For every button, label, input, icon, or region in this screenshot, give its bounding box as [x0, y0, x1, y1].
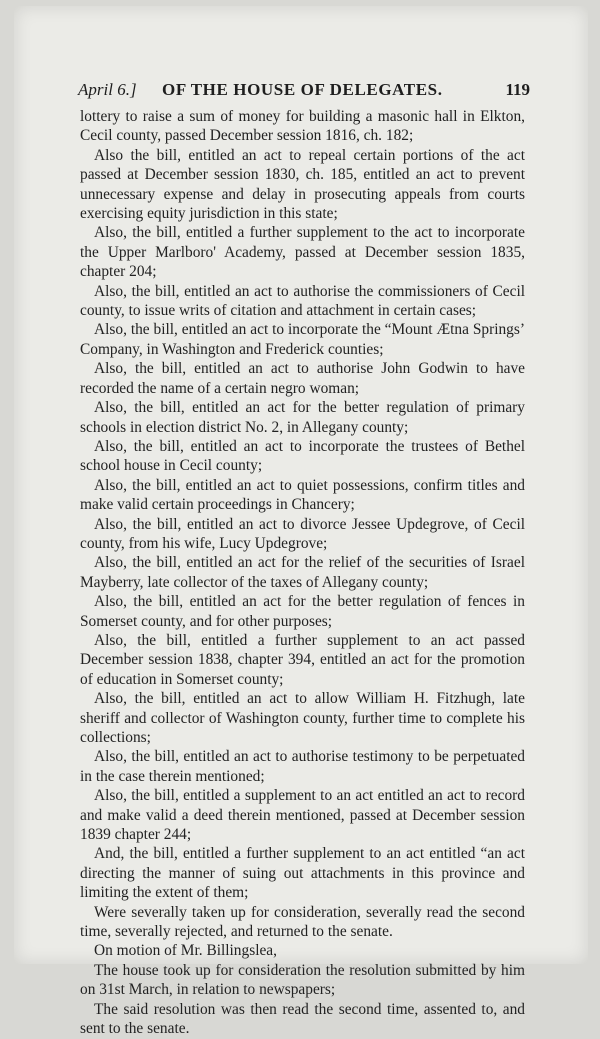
paragraph: Also, the bill, entitled an act to incorporate the trustees of Bethel school house in Cecil county;: [80, 437, 525, 475]
paragraph: Also, the bill, entitled an act to authorise John Godwin to have recorded the name of a certain negro woman;: [80, 360, 525, 397]
paragraph: On motion of Mr. Billingslea,: [94, 942, 277, 960]
page-header: [78, 80, 530, 102]
paragraph-continuation: lottery to raise a sum of money for building a masonic hall in Elkton, Cecil county, passed December session 1816, ch. 182;: [80, 108, 525, 145]
paragraph: Also, the bill, entitled an act to divorce Jessee Updegrove, of Cecil county, from his wife, Lucy Updegrove;: [80, 515, 525, 552]
paragraph: Also the bill, entitled an act to repeal certain portions of the act passed at December session 1830, ch. 185, entitled an act to prevent unnecessary expense and delay in prosecuting appeals from courts exercising equity jurisdiction in this state;: [80, 146, 525, 223]
paragraph: Also, the bill, entitled an act for the relief of the securities of Israel Mayberry, late collector of the taxes of Allegany county;: [80, 554, 525, 591]
paragraph: Were severally taken up for consideration, severally read the second time, severally rejected, and returned to the senate.: [80, 903, 525, 941]
paragraph: Also, the bill, entitled a further supplement to the act to incorporate the Upper Marlboro' Academy, passed at December session 1835, chapter 204;: [80, 224, 525, 281]
paragraph: The house took up for consideration the resolution submitted by him on 31st March, in relation to newspapers;: [80, 961, 525, 999]
page-number: 119: [505, 80, 530, 99]
paragraph: Also, the bill, entitled a supplement to an act entitled an act to record and make valid a deed therein mentioned, passed at December session 1839 chapter 244;: [80, 787, 525, 844]
paragraph: And, the bill, entitled a further supplement to an act entitled “an act directing the manner of suing out attachments in this province and limiting the extent of them;: [80, 845, 525, 902]
paragraph: Also, the bill, entitled an act to authorise testimony to be perpetuated in the case therein mentioned;: [80, 748, 525, 785]
paragraph: Also, the bill, entitled an act to quiet possessions, confirm titles and make valid certain proceedings in Chancery;: [80, 476, 525, 514]
book-page: [14, 6, 588, 1038]
header-date: April 6.]: [78, 80, 137, 99]
paragraph: Also, the bill, entitled an act for the better regulation of primary schools in election district No. 2, in Allegany county;: [80, 399, 525, 436]
paragraph: Also, the bill, entitled an act for the better regulation of fences in Somerset county, and for other purposes;: [80, 593, 525, 630]
paragraph: Also, the bill, entitled an act to allow William H. Fitzhugh, late sheriff and collector of Washington county, further time to complete his collections;: [80, 690, 525, 746]
paragraph: Also, the bill, entitled an act to authorise the commissioners of Cecil county, to issue writs of citation and attachment in certain cases;: [80, 282, 525, 320]
paragraph: The said resolution was then read the second time, assented to, and sent to the senate.: [80, 1000, 525, 1038]
paragraph: Also, the bill, entitled a further supplement to an act passed December session 1838, chapter 394, entitled an act for the promotion of education in Somerset county;: [80, 631, 525, 688]
header-title: OF THE HOUSE OF DELEGATES.: [162, 80, 443, 99]
page-body: [80, 107, 525, 1039]
paragraph: Also, the bill, entitled an act to incorporate the “Mount Ætna Springs’ Company, in Washington and Frederick counties;: [80, 321, 525, 358]
